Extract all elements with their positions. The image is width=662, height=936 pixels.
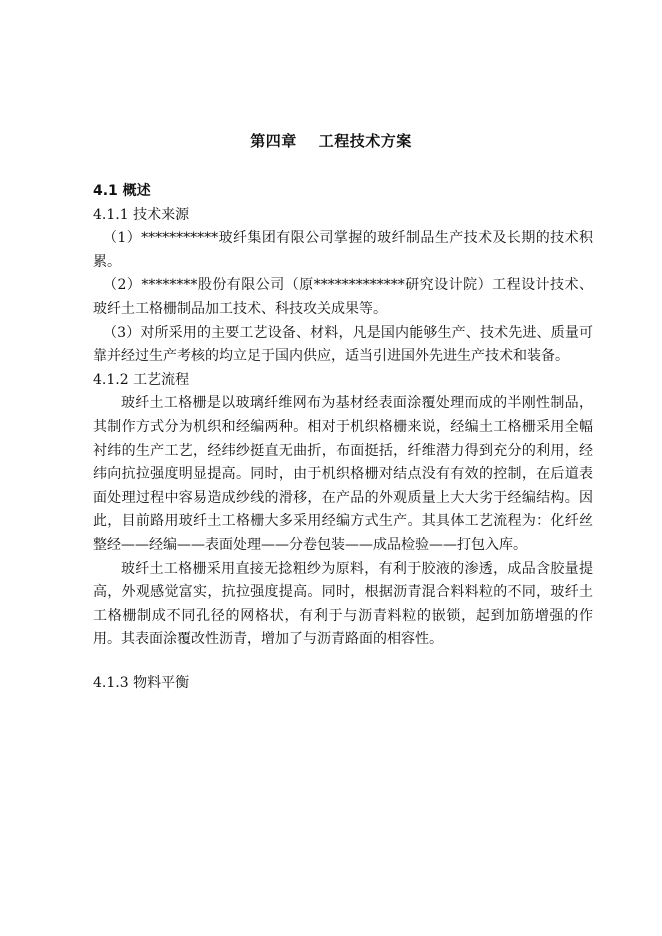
section-heading-4-1-2: 4.1.2 工艺流程 bbox=[93, 371, 190, 388]
section-heading-4-1-1: 4.1.1 技术来源 bbox=[93, 206, 190, 223]
body-paragraph-1: 玻纤土工格栅是以玻璃纤维网布为基材经表面涂覆处理而成的半刚性制品，其制作方式分为机织和经编两种。相对于机织格栅来说，经编土工格栅采用全幅衬纬的生产工艺，经纬纱挺直无曲折，布面挺括，纤维潜力得到充分的利用，经纬向抗拉强度明显提高。同时，由于机织格栅对结点没有有效的控制，在后道表面处理过程中容易造成纱线的滑移，在产品的外观质量上大大劣于经编结构。因此，目前路用玻纤土工格栅大多采用经编方式生产。其具体工艺流程为：化纤丝整经——经编——表面处理——分卷包装——成品检验——打包入库。 bbox=[93, 395, 593, 553]
section-heading-4-1: 4.1 概述 bbox=[93, 183, 151, 199]
document-body bbox=[93, 180, 593, 695]
list-item-1: （1）***********玻纤集团有限公司掌握的玻纤制品生产技术及长期的技术积累。 bbox=[93, 230, 593, 270]
list-item-3: （3）对所采用的主要工艺设备、材料，凡是国内能够生产、技术先进、质量可靠并经过生产考核的均立足于国内供应，适当引进国外先进生产技术和装备。 bbox=[93, 324, 593, 365]
chapter-name: 工程技术方案 bbox=[318, 132, 412, 150]
section-heading-4-1-3: 4.1.3 物料平衡 bbox=[93, 674, 190, 691]
list-item-2: （2）********股份有限公司（原*************研究设计院）工程设计技术、玻纤土工格栅制品加工技术、科技攻关成果等。 bbox=[93, 277, 593, 317]
section-spacer bbox=[93, 652, 593, 672]
chapter-title bbox=[0, 130, 662, 151]
body-paragraph-2: 玻纤土工格栅采用直接无捻粗纱为原料，有利于胶液的渗透，成品含胶量提高，外观感觉富实，抗拉强度提高。同时，根据沥青混合料料粒的不同，玻纤土工格栅制成不同孔径的网格状，有利于与沥青料粒的嵌锁，起到加筋增强的作用。其表面涂覆改性沥青，增加了与沥青路面的相容性。 bbox=[93, 560, 593, 648]
chapter-number: 第四章 bbox=[250, 132, 297, 150]
